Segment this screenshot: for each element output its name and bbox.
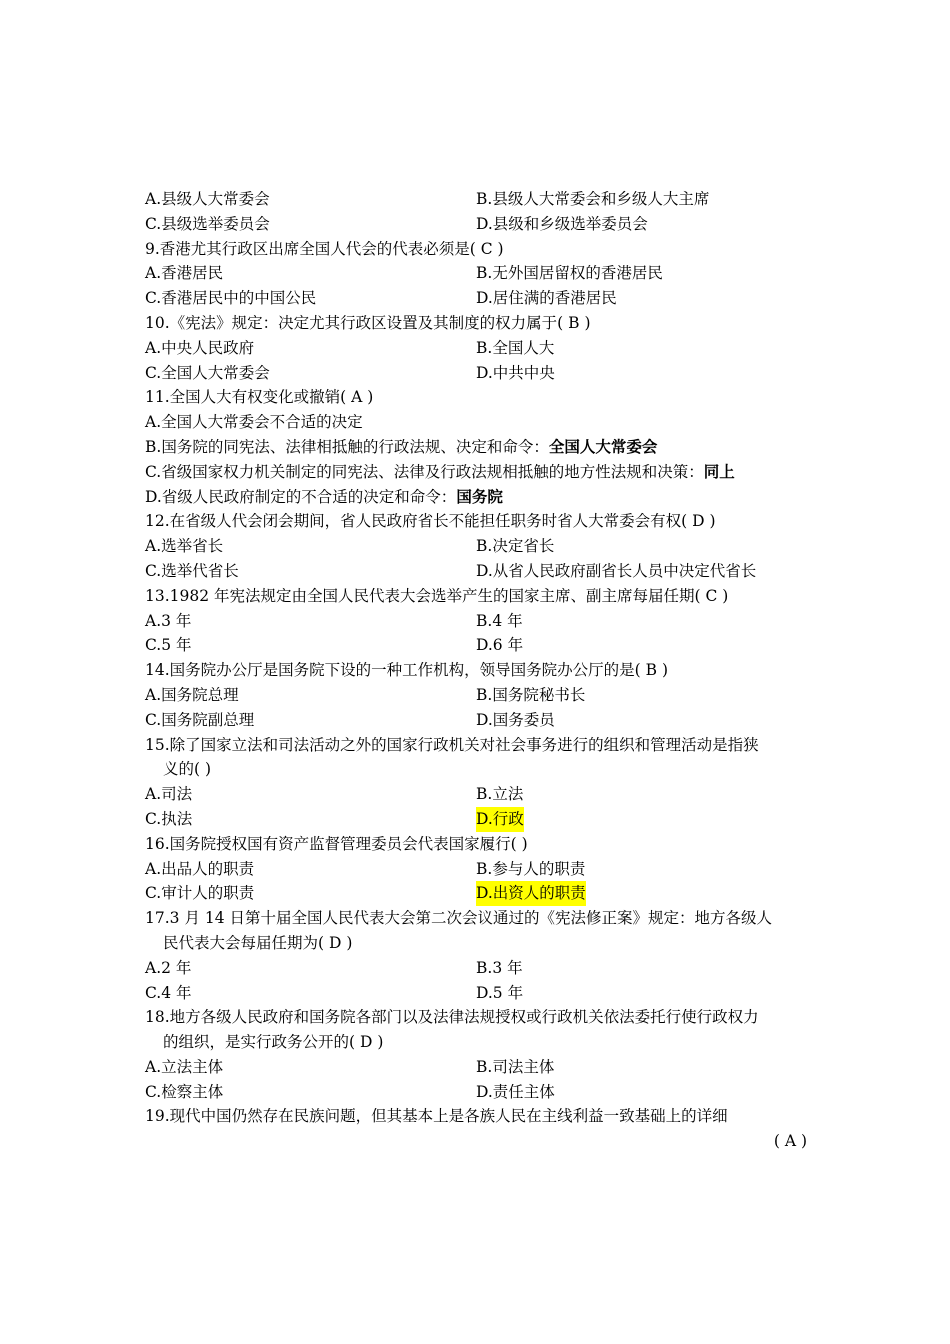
question-line	[145, 832, 807, 857]
question-line	[145, 658, 807, 683]
option-row	[145, 1080, 807, 1105]
option-row	[145, 187, 807, 212]
question-line	[145, 509, 807, 534]
question-text: 11.全国人大有权变化或撤销( A )	[145, 388, 374, 407]
option-a-text: C.全国人大常委会	[145, 363, 270, 382]
question-text: 13.1982 年宪法规定由全国人民代表大会选举产生的国家主席、副主席每届任期( C )	[145, 586, 729, 605]
option-a-text: A.国务院总理	[145, 685, 239, 704]
option-b-text: B.全国人大	[476, 338, 555, 357]
option-row	[145, 981, 807, 1006]
question-text: 15.除了国家立法和司法活动之外的国家行政机关对社会事务进行的组织和管理活动是指狭	[145, 735, 759, 754]
option-a-text: A.中央人民政府	[145, 338, 255, 357]
option-b-text: B.司法主体	[476, 1057, 555, 1076]
option-b-text: B.3 年	[476, 958, 523, 977]
question-line	[145, 906, 807, 931]
option-text: D.省级人民政府制定的不合适的决定和命令：	[145, 487, 457, 506]
option-a-text: A.司法	[145, 785, 193, 804]
question-text: 19.现代中国仍然存在民族问题，但其基本上是各族人民在主线利益一致基础上的详细	[145, 1107, 728, 1126]
question-line	[145, 410, 807, 435]
option-a-text: C.香港居民中的中国公民	[145, 289, 317, 308]
question-continuation	[145, 931, 807, 956]
option-a-text: A.出品人的职责	[145, 859, 255, 878]
option-a-text: A.立法主体	[145, 1057, 224, 1076]
option-row	[145, 857, 807, 882]
question-line	[145, 733, 807, 758]
option-b-text: D.5 年	[476, 983, 524, 1002]
option-b-text: B.无外国居留权的香港居民	[476, 264, 663, 283]
question-line	[145, 311, 807, 336]
answer-bracket: ( A )	[773, 1132, 807, 1151]
answer-bracket-line	[145, 1129, 807, 1154]
exam-questions	[145, 187, 807, 1154]
option-with-answer	[145, 435, 807, 460]
option-a-text: A.2 年	[145, 958, 192, 977]
option-row	[145, 633, 807, 658]
question-continuation	[145, 757, 807, 782]
question-text: 义的( )	[163, 760, 212, 779]
question-text: 民代表大会每届任期为( D )	[163, 933, 353, 952]
option-row	[145, 361, 807, 386]
option-a-text: C.县级选举委员会	[145, 214, 270, 233]
question-text: 12.在省级人代会闭会期间，省人民政府省长不能担任职务时省人大常委会有权( D )	[145, 512, 716, 531]
option-row	[145, 336, 807, 361]
option-b-text: D.国务委员	[476, 710, 555, 729]
bold-answer-note: 国务院	[456, 487, 503, 506]
question-text: A.全国人大常委会不合适的决定	[145, 413, 363, 432]
option-b-text: D.6 年	[476, 636, 524, 655]
option-a-text: C.审计人的职责	[145, 884, 255, 903]
question-text: 9.香港尤其行政区出席全国人代会的代表必须是( C )	[145, 239, 504, 258]
highlighted-answer-option: D.出资人的职责	[476, 881, 586, 906]
question-text: 的组织，是实行政务公开的( D )	[163, 1033, 384, 1052]
option-a-text: A.选举省长	[145, 537, 224, 556]
option-b-text: D.从省人民政府副省长人员中决定代省长	[476, 561, 757, 580]
option-b-text: B.4 年	[476, 611, 523, 630]
bold-answer-note: 同上	[703, 462, 735, 481]
option-b-text: D.县级和乡级选举委员会	[476, 214, 648, 233]
option-a-text: A.县级人大常委会	[145, 190, 270, 208]
option-b-text: B.县级人大常委会和乡级人大主席	[476, 190, 710, 208]
highlighted-answer-option: D.行政	[476, 807, 524, 832]
option-row	[145, 708, 807, 733]
option-b-text: B.决定省长	[476, 537, 555, 556]
option-a-text: A.香港居民	[145, 264, 224, 283]
option-row	[145, 782, 807, 807]
option-b-text: B.立法	[476, 785, 524, 804]
option-b-text: B.参与人的职责	[476, 859, 586, 878]
question-text: 18.地方各级人民政府和国务院各部门以及法律法规授权或行政机关依法委托行使行政权力	[145, 1008, 759, 1027]
question-text: 16.国务院授权国有资产监督管理委员会代表国家履行( )	[145, 834, 528, 853]
option-b-text: B.国务院秘书长	[476, 685, 586, 704]
option-with-answer	[145, 460, 807, 485]
option-row	[145, 534, 807, 559]
option-row	[145, 1055, 807, 1080]
bold-answer-note: 全国人大常委会	[548, 437, 658, 456]
question-line	[145, 584, 807, 609]
option-row	[145, 807, 807, 832]
question-line	[145, 1104, 807, 1129]
option-b-text: D.中共中央	[476, 363, 555, 382]
option-b-text: D.居住满的香港居民	[476, 289, 617, 308]
option-row	[145, 261, 807, 286]
option-a-text: C.4 年	[145, 983, 192, 1002]
question-continuation	[145, 1030, 807, 1055]
option-row	[145, 212, 807, 237]
question-text: 17.3 月 14 日第十届全国人民代表大会第二次会议通过的《宪法修正案》规定：地方各级人	[145, 909, 773, 928]
option-a-text: C.执法	[145, 809, 193, 828]
option-row	[145, 683, 807, 708]
option-a-text: C.检察主体	[145, 1082, 224, 1101]
option-b-text: D.责任主体	[476, 1082, 555, 1101]
option-row	[145, 559, 807, 584]
option-a-text: C.5 年	[145, 636, 192, 655]
option-text: B.国务院的同宪法、法律相抵触的行政法规、决定和命令：	[145, 437, 549, 456]
option-text: C.省级国家权力机关制定的同宪法、法律及行政法规相抵触的地方性法规和决策：	[145, 462, 704, 481]
option-a-text: C.选举代省长	[145, 561, 239, 580]
option-row	[145, 881, 807, 906]
question-line	[145, 237, 807, 262]
option-row	[145, 956, 807, 981]
option-with-answer	[145, 485, 807, 510]
option-a-text: A.3 年	[145, 611, 192, 630]
question-line	[145, 1005, 807, 1030]
option-row	[145, 609, 807, 634]
question-line	[145, 385, 807, 410]
question-text: 10.《宪法》规定：决定尤其行政区设置及其制度的权力属于( B )	[145, 313, 591, 332]
option-row	[145, 286, 807, 311]
option-a-text: C.国务院副总理	[145, 710, 255, 729]
question-text: 14.国务院办公厅是国务院下设的一种工作机构，领导国务院办公厅的是( B )	[145, 661, 668, 680]
